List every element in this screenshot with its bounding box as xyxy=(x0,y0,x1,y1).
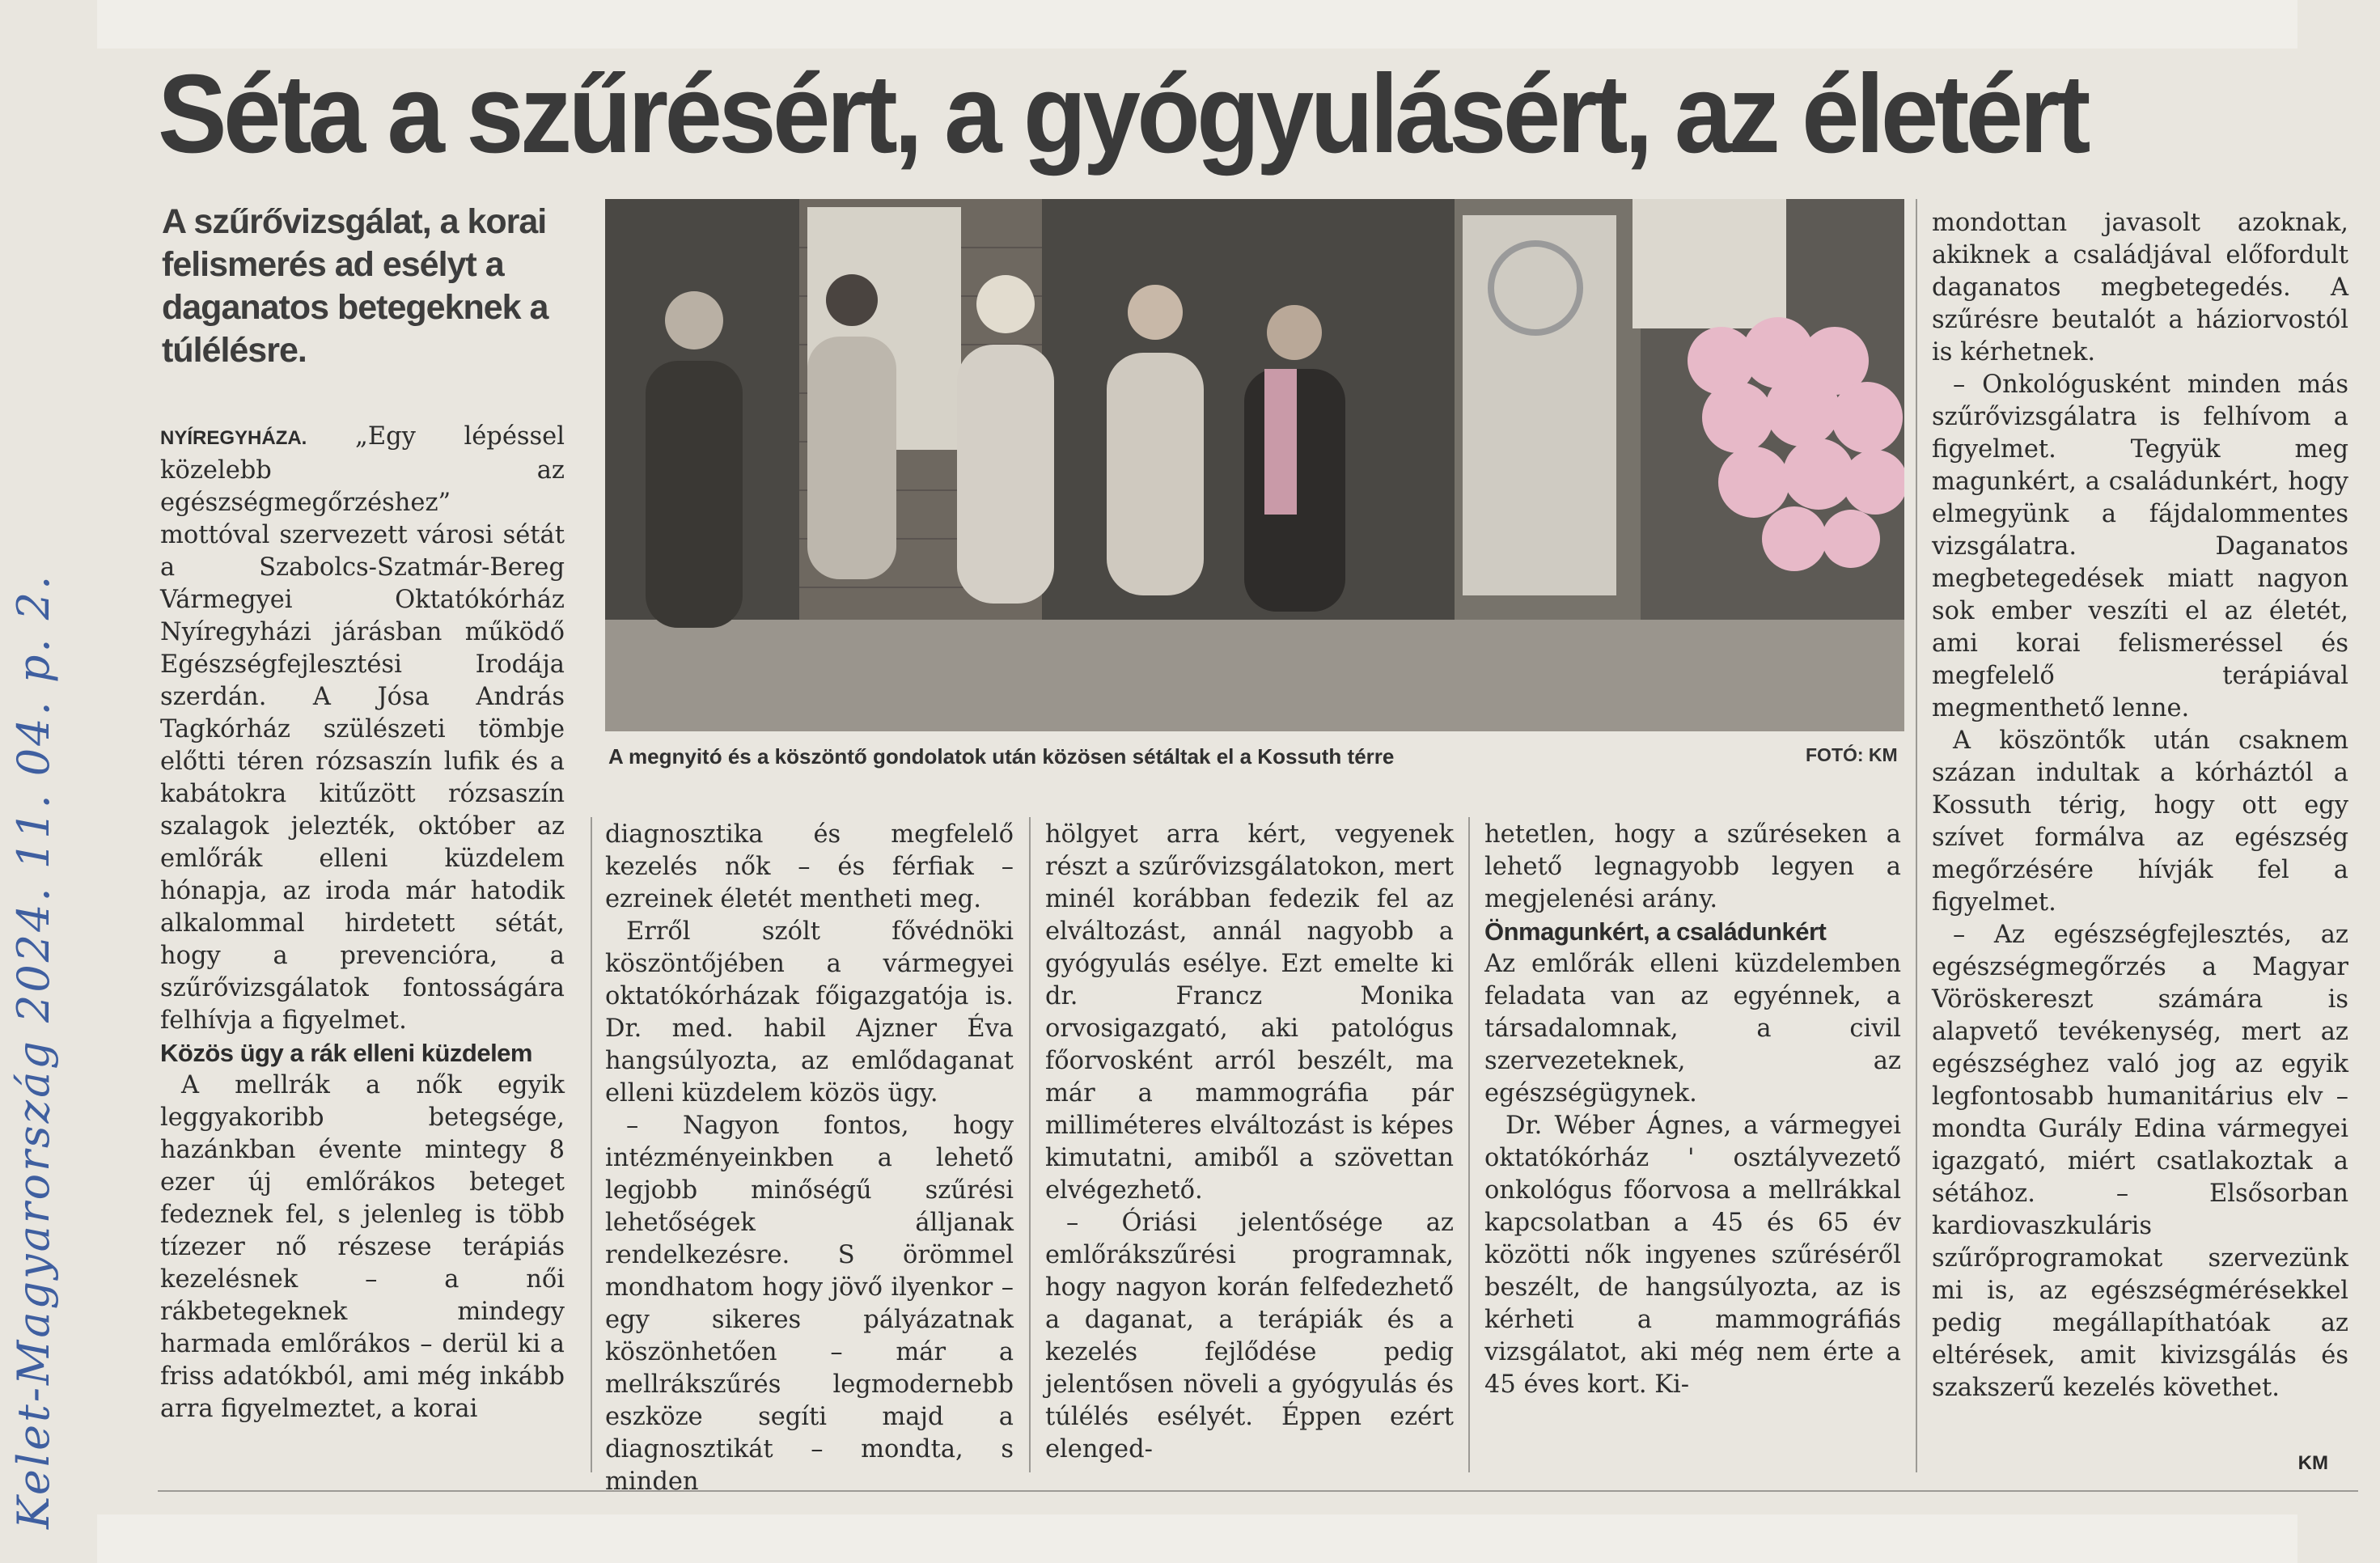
article-column-5 xyxy=(1932,207,2348,1404)
handwritten-archive-note: Kelet-Magyarország 2024. 11. 04. p. 2. xyxy=(8,573,59,1529)
paragraph: A köszöntők után csaknem százan indultak a kórháztól a Kossuth térig, hogy ott egy szívet formálva az egészség megőrzésére hívják fel a figyelmet. xyxy=(1932,726,2348,917)
column-rule xyxy=(591,817,592,1472)
paragraph: – Óriási jelentősége az emlőrákszűrési programnak, hogy nagyon korán felfedezhető a daganat, a terápiák és a kezelés fejlődése pedig jelentősen növeli a gyógyulás és túlélés esélyét. Éppen ezért elenged- xyxy=(1045,1209,1454,1463)
paragraph: Erről szólt fővédnöki köszöntőjében a vármegyei oktatókórházak főigazgatója is. Dr. med. habil Ajzner Éva hangsúlyozta, az emlődaganat elleni küzdelem közös ügy. xyxy=(605,917,1014,1108)
author-signature: KM xyxy=(2297,1452,2328,1474)
lead-paragraph: A szűrővizsgálat, a korai felismerés ad esélyt a daganatos betegeknek a túlélésre. xyxy=(162,202,548,370)
photo-scene xyxy=(605,199,1904,731)
paragraph: Az emlőrák elleni küzdelemben feladata van az egyénnek, a társadalomnak, a civil szervezeteknek, az egészségügynek. xyxy=(1484,950,1901,1108)
paragraph: diagnosztika és megfelelő kezelés nők – és férfiak – ezreinek életét mentheti meg. xyxy=(605,820,1014,913)
bleed-through-bottom xyxy=(97,1514,2297,1563)
paragraph: – Az egészségfejlesztés, az egészségmegőrzés a Magyar Vöröskereszt számára is alapvető tevékenység, mert az egészséghez való jog az egyik legfontosabb humanitárius elv – mondta Gurály Edina vármegyei igazgató, miért csatlakoztak a sétához. – Elsősorban kardiovaszkuláris szűrőprogramokat szervezünk mi is, az egészségmérésekkel pedig megállapíthatóak az eltérések, amit kivizsgálás és szakszerű kezelés követhet. xyxy=(1932,921,2348,1402)
subheading: Önmagunkért, a családunkért xyxy=(1484,917,1827,946)
column-rule xyxy=(1029,817,1031,1472)
column-rule xyxy=(1916,199,1917,1472)
paragraph: – Onkológusként minden más szűrővizsgálatra is felhívom a figyelmet. Tegyük meg magunkért, a családunkért, hogy elmegyünk a fájdalommentes vizsgálatra. Daganatos megbetegedések miatt nagyon sok ember veszíti el az életét, ami korai felismeréssel és megfelelő terápiával megmenthető lenne. xyxy=(1932,371,2348,722)
paragraph: Dr. Wéber Ágnes, a vármegyei oktatókórház ' osztályvezető onkológus főorvosa a mellrákkal kapcsolatban a 45 és 65 év közötti nők ingyenes szűréséről beszélt, de hangsúlyozta, az is kérheti a mammográfiás vizsgálatot, aki még nem érte a 45 éves kort. Ki- xyxy=(1484,1112,1901,1399)
paragraph xyxy=(160,421,565,1037)
article-column-3 xyxy=(1045,819,1454,1466)
paragraph: hetetlen, hogy a szűréseken a lehető legnagyobb legyen a megjelenési arány. xyxy=(1484,820,1901,913)
paragraph: mondottan javasolt azoknak, akiknek a családjával előfordult daganatos megbetegedés. A szűrésre beutalót a háziorvostól is kérhetnek. xyxy=(1932,209,2348,366)
paragraph: – Nagyon fontos, hogy intézményeinkben a lehető legjobb minőségű szűrési lehetőségek álljanak rendelkezésre. S örömmel mondhatom hogy jövő ilyenkor – egy sikeres pályázatnak köszönhetően – már a mellrákszűrés legmodernebb eszköze segíti majd a diagnosztikát – mondta, s minden xyxy=(605,1112,1014,1496)
article-photo xyxy=(605,199,1904,731)
photo-caption: A megnyitó és a köszöntő gondolatok után közösen sétáltak el a Kossuth térre xyxy=(608,744,1395,769)
bleed-through-top xyxy=(97,0,2297,49)
article-column-2 xyxy=(605,819,1014,1498)
photo-credit: FOTÓ: KM xyxy=(1806,744,1898,765)
bottom-rule xyxy=(158,1490,2358,1492)
paragraph: hölgyet arra kért, vegyenek részt a szűrővizsgálatokon, mert minél korábban fedezik fel az elváltozást, annál nagyobb a gyógyulás esélye. Ezt emelte ki dr. Francz Monika orvosigazgató, aki patológus főorvosként arról beszélt, ma már a mammográfia pár milliméteres elváltozást is képes kimutatni, amiből a szövettan elvégezhető. xyxy=(1045,820,1454,1205)
headline: Séta a szűrésért, a gyógyulásért, az életért xyxy=(158,52,2087,176)
paragraph: A mellrák a nők egyik leggyakoribb betegsége, hazánkban évente mintegy 8 ezer új emlőrákos beteget fedeznek fel, s jelenleg is több tízezer nő részese terápiás kezelésnek – a női rákbetegeknek mindegy harmada emlőrákos – derül ki a friss adatókból, ami még inkább arra figyelmeztet, a korai xyxy=(160,1071,565,1423)
paragraph-text: „Egy lépéssel közelebb az egészségmegőrzéshez” mottóval szervezett városi sétát a Szabolcs-Szatmár-Bereg Vármegyei Oktatókórház Nyíregyházi járásban működő Egészségfejlesztési Irodája szerdán. A Jósa András Tagkórház szülészeti tömbje előtti téren rózsaszín lufik és a kabátokra kitűzött rózsaszín szalagok jelezték, október az emlőrák elleni küzdelem hónapja, az iroda már hatodik alkalommal hirdetett sétát, hogy a prevencióra, a szűrővizsgálatok fontosságára felhívja a figyelmet. xyxy=(160,422,565,1035)
dateline: NYÍREGYHÁZA. xyxy=(160,427,307,449)
article-column-4 xyxy=(1484,819,1901,1401)
column-rule xyxy=(1468,817,1470,1472)
article-column-1 xyxy=(160,421,565,1425)
subheading: Közös ügy a rák elleni küzdelem xyxy=(160,1039,532,1067)
